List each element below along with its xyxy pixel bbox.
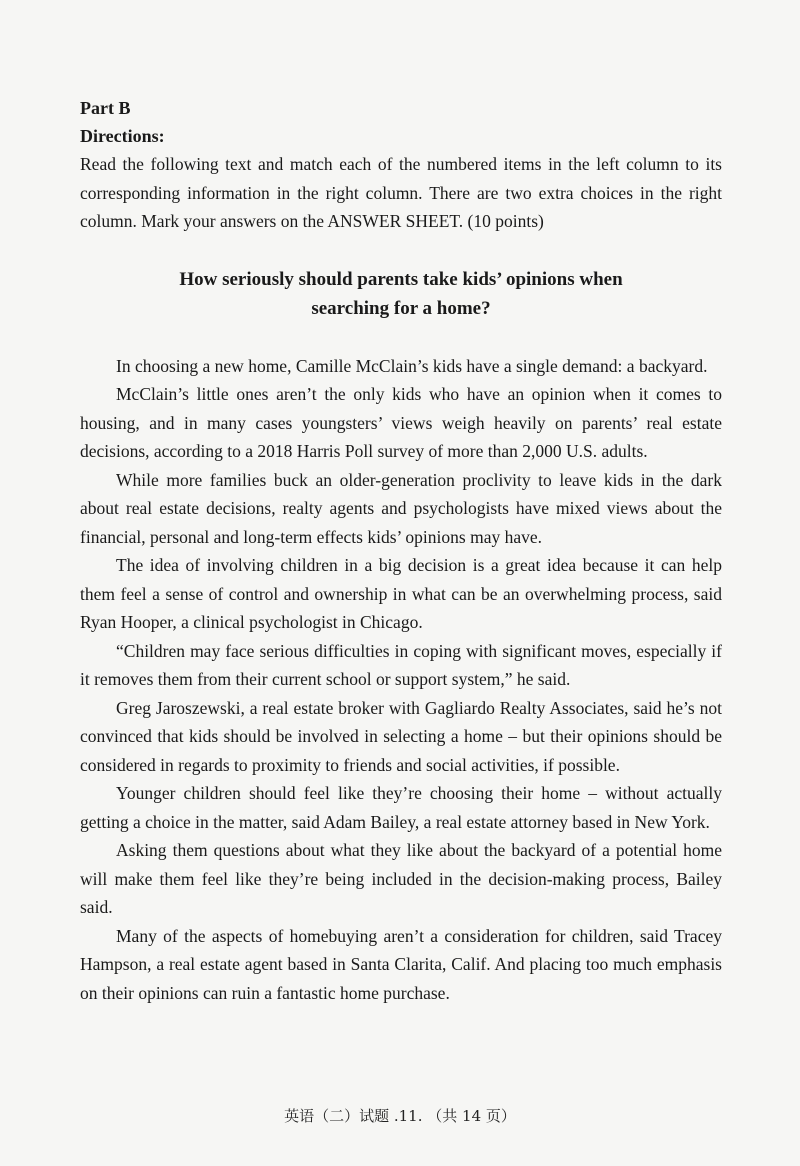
article-paragraph: “Children may face serious difficulties in coping with significant moves, especially if it removes them from their current school or support system,” he said. (80, 640, 722, 689)
page-footer: 英语（二）试题 .11. （共 14 页） (284, 1107, 516, 1125)
part-label: Part B (80, 98, 131, 118)
article-paragraph: Younger children should feel like they’re choosing their home – without actually getting a choice in the matter, said Adam Bailey, a real estate attorney based in New York. (80, 783, 722, 832)
article-paragraph: The idea of involving children in a big decision is a great idea because it can help them feel a sense of control and ownership in what can be an overwhelming process, said Ryan Hooper, a clinical psychologist in Chicago. (80, 555, 722, 632)
article-body (80, 352, 722, 1008)
article-paragraph: McClain’s little ones aren’t the only kids who have an opinion when it comes to housing, and in many cases youngsters’ views weigh heavily on parents’ real estate decisions, according to a 2018 Harris Poll survey of more than 2,000 U.S. adults. (80, 384, 722, 461)
directions-label: Directions: (80, 126, 165, 146)
article-paragraph: Asking them questions about what they like about the backyard of a potential home will make them feel like they’re being included in the decision-making process, Bailey said. (80, 840, 722, 917)
article-paragraph: While more families buck an older-generation proclivity to leave kids in the dark about real estate decisions, realty agents and psychologists have mixed views about the financial, personal and long-term effects kids’ opinions may have. (80, 469, 722, 547)
article-title: How seriously should parents take kids’ opinions when searching for a home? (179, 268, 623, 319)
article-paragraph: Greg Jaroszewski, a real estate broker with Gagliardo Realty Associates, said he’s not convinced that kids should be involved in selecting a home – but their opinions should be considered in regards to proximity to friends and social activities, if possible. (80, 697, 722, 775)
article-paragraph: Many of the aspects of homebuying aren’t a consideration for children, said Tracey Hampson, a real estate agent based in Santa Clarita, Calif. And placing too much emphasis on their opinions can ruin a fantastic home purchase. (80, 925, 722, 1003)
page-content (80, 94, 722, 1007)
article-paragraph: In choosing a new home, Camille McClain’s kids have a single demand: a backyard. (116, 355, 708, 376)
directions-text: Read the following text and match each of the numbered items in the left column to its corresponding information in the right column. There are two extra choices in the right column. Mark your answers on the ANSWER SHEET. (10 points) (80, 154, 722, 231)
